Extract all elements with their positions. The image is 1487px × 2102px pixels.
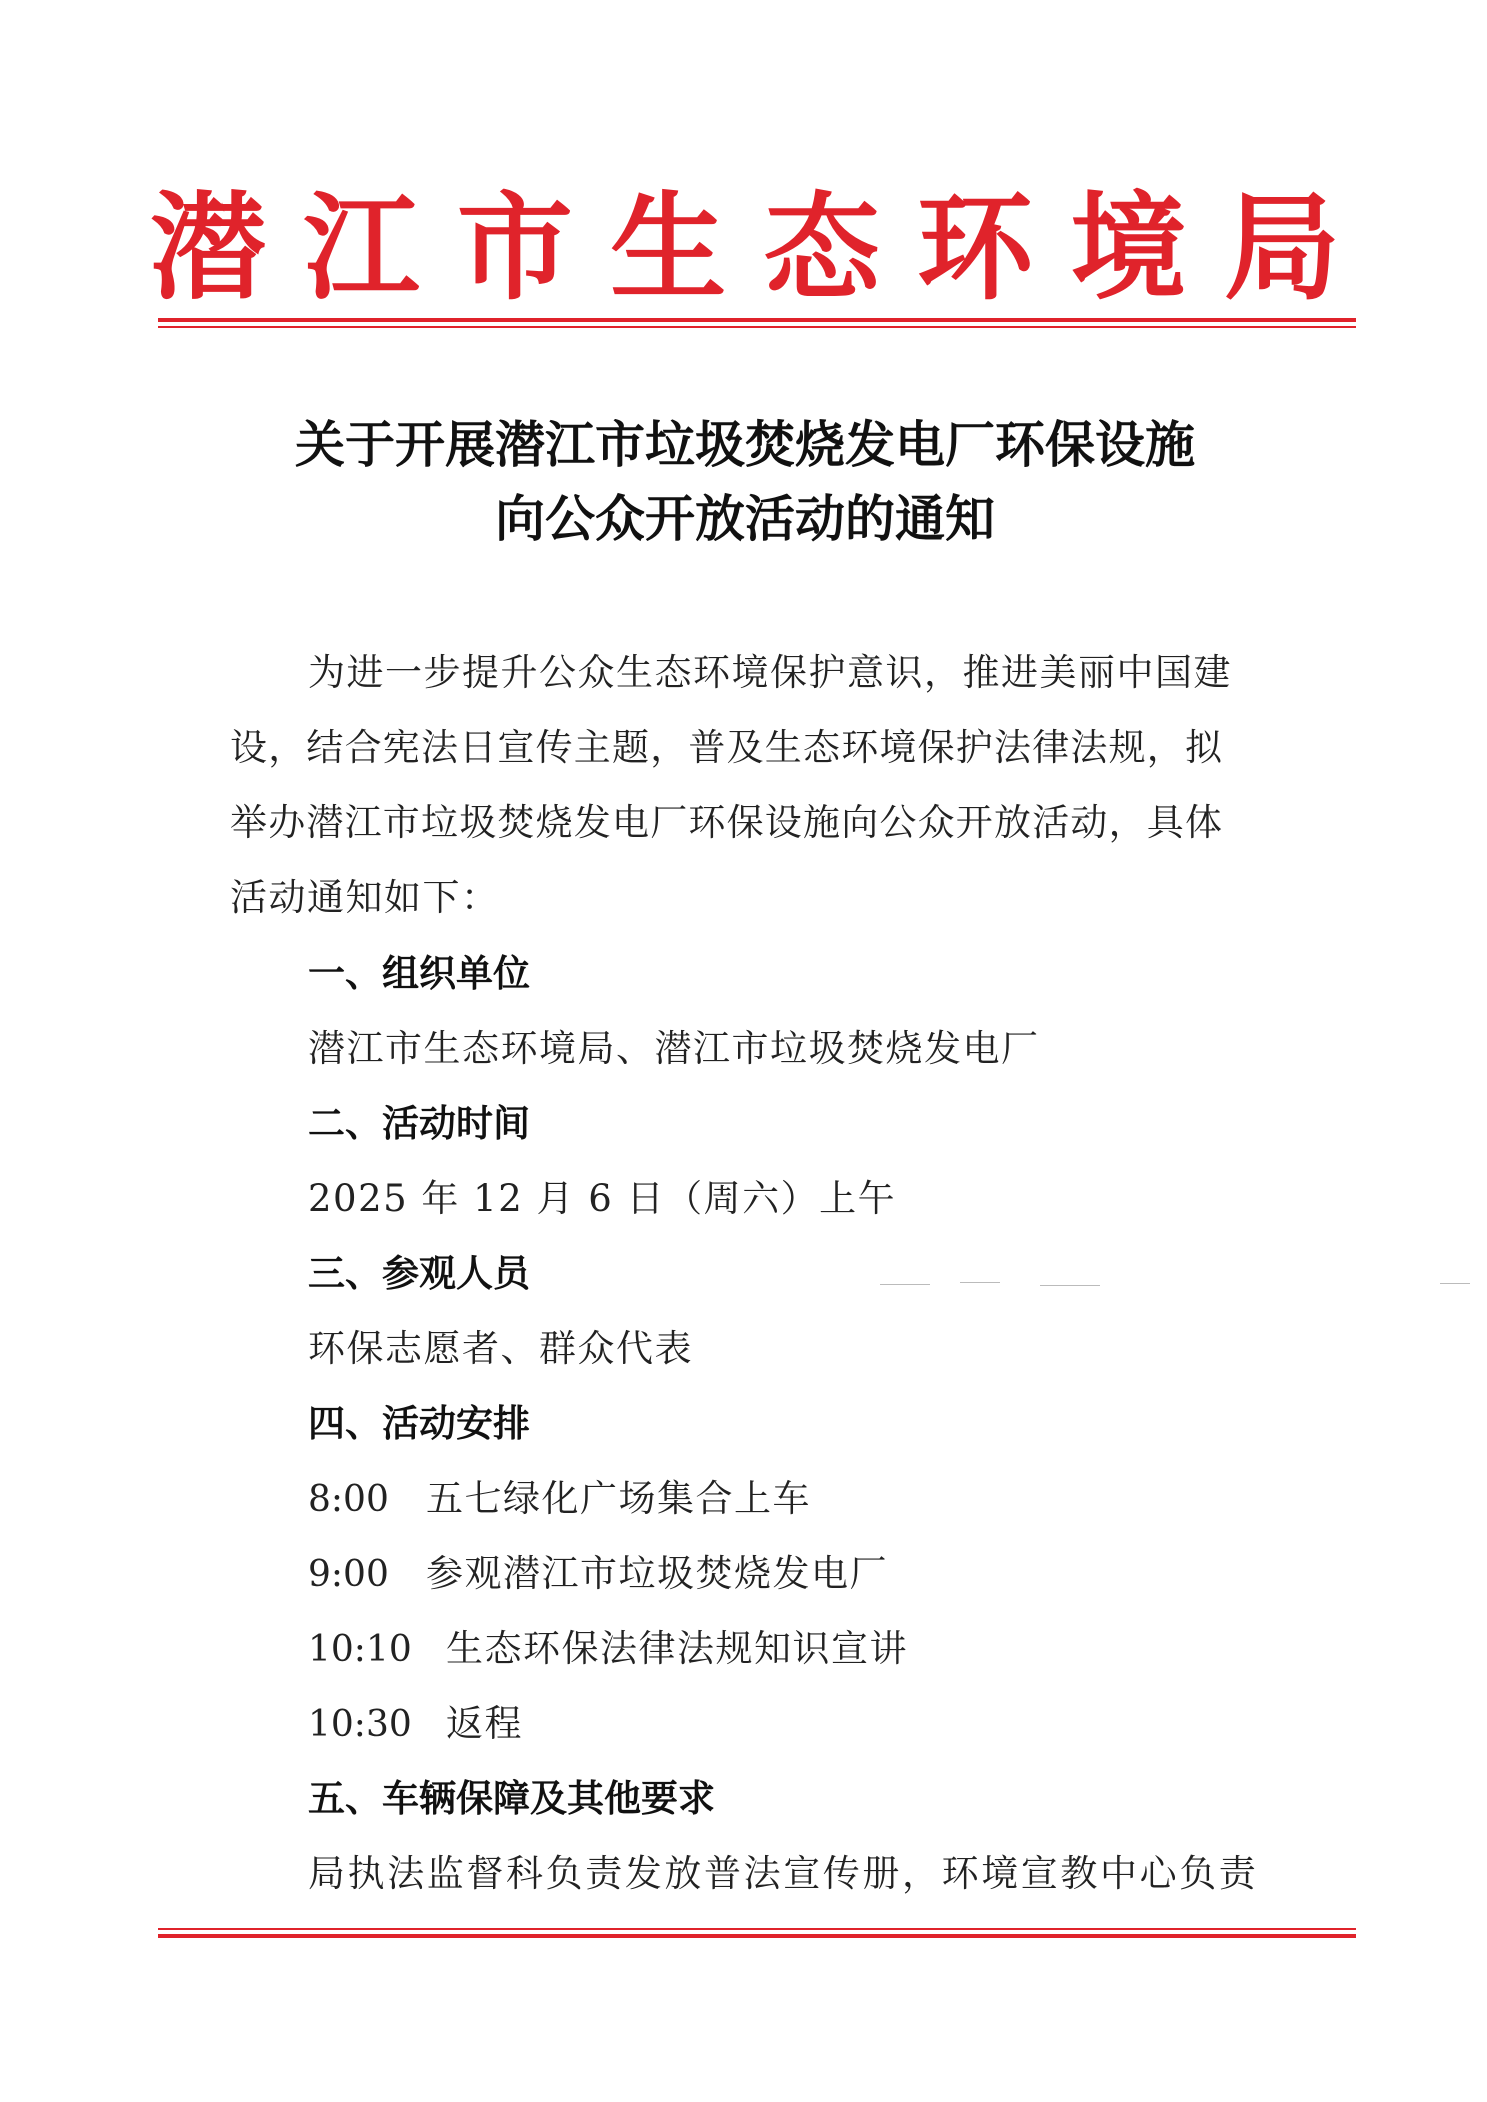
scan-speck <box>960 1282 1000 1283</box>
masthead-char: 境 <box>1070 180 1187 316</box>
masthead-char: 生 <box>610 180 727 316</box>
schedule-row <box>308 1477 811 1520</box>
schedule-time: 10:10 <box>308 1629 412 1670</box>
intro-text: 设，结合宪法日宣传主题，普及生态环境保护法律法规，拟 <box>230 726 1224 769</box>
masthead-char: 环 <box>917 180 1034 316</box>
masthead-char: 态 <box>763 180 880 316</box>
masthead-char: 潜 <box>150 180 266 316</box>
intro-line-1 <box>308 651 1260 694</box>
schedule-time: 8:00 <box>308 1479 389 1520</box>
section-body-visitors: 环保志愿者、群众代表 <box>308 1327 693 1370</box>
section-body-time: 2025 年 12 月 6 日（周六）上午 <box>308 1177 897 1220</box>
intro-text: 为进一步提升公众生态环境保护意识，推进美丽中国建 <box>308 651 1232 694</box>
section-heading-visitors: 三、参观人员 <box>308 1252 530 1295</box>
intro-text: 活动通知如下： <box>230 876 500 919</box>
document-title-line-1: 关于开展潜江市垃圾焚烧发电厂环保设施 <box>295 415 1195 474</box>
section-heading-vehicles: 五、车辆保障及其他要求 <box>308 1777 715 1820</box>
document-title-line-2: 向公众开放活动的通知 <box>495 489 995 548</box>
masthead-rule-thin <box>158 326 1356 328</box>
schedule-row <box>308 1552 888 1595</box>
masthead-char: 市 <box>456 180 573 316</box>
intro-line-2 <box>230 726 1260 769</box>
masthead <box>150 178 1340 318</box>
schedule-row <box>308 1627 908 1670</box>
schedule-row <box>308 1702 523 1745</box>
intro-line-4 <box>230 876 1260 919</box>
masthead-rule-thick <box>158 318 1356 322</box>
schedule-time: 10:30 <box>308 1704 412 1745</box>
footer-rule-thick <box>158 1934 1356 1938</box>
schedule-item: 返程 <box>446 1702 523 1745</box>
schedule-item: 生态环保法律法规知识宣讲 <box>446 1627 908 1670</box>
scan-speck <box>1440 1283 1470 1284</box>
section-body-vehicles: 局执法监督科负责发放普法宣传册，环境宣教中心负责 <box>308 1852 1259 1895</box>
scan-speck <box>880 1284 930 1285</box>
footer-rule-thin <box>158 1928 1356 1930</box>
schedule-item: 五七绿化广场集合上车 <box>426 1477 811 1520</box>
schedule-item: 参观潜江市垃圾焚烧发电厂 <box>426 1552 888 1595</box>
section-body-organizer: 潜江市生态环境局、潜江市垃圾焚烧发电厂 <box>308 1027 1040 1070</box>
masthead-char: 局 <box>1223 180 1340 316</box>
section-heading-schedule: 四、活动安排 <box>308 1402 530 1445</box>
scan-speck <box>1040 1285 1100 1286</box>
schedule-time: 9:00 <box>308 1554 389 1595</box>
section-heading-organizer: 一、组织单位 <box>308 952 530 995</box>
masthead-char: 江 <box>303 180 420 316</box>
intro-line-3 <box>230 801 1260 844</box>
intro-text: 举办潜江市垃圾焚烧发电厂环保设施向公众开放活动，具体 <box>230 801 1224 844</box>
section-heading-time: 二、活动时间 <box>308 1102 530 1145</box>
